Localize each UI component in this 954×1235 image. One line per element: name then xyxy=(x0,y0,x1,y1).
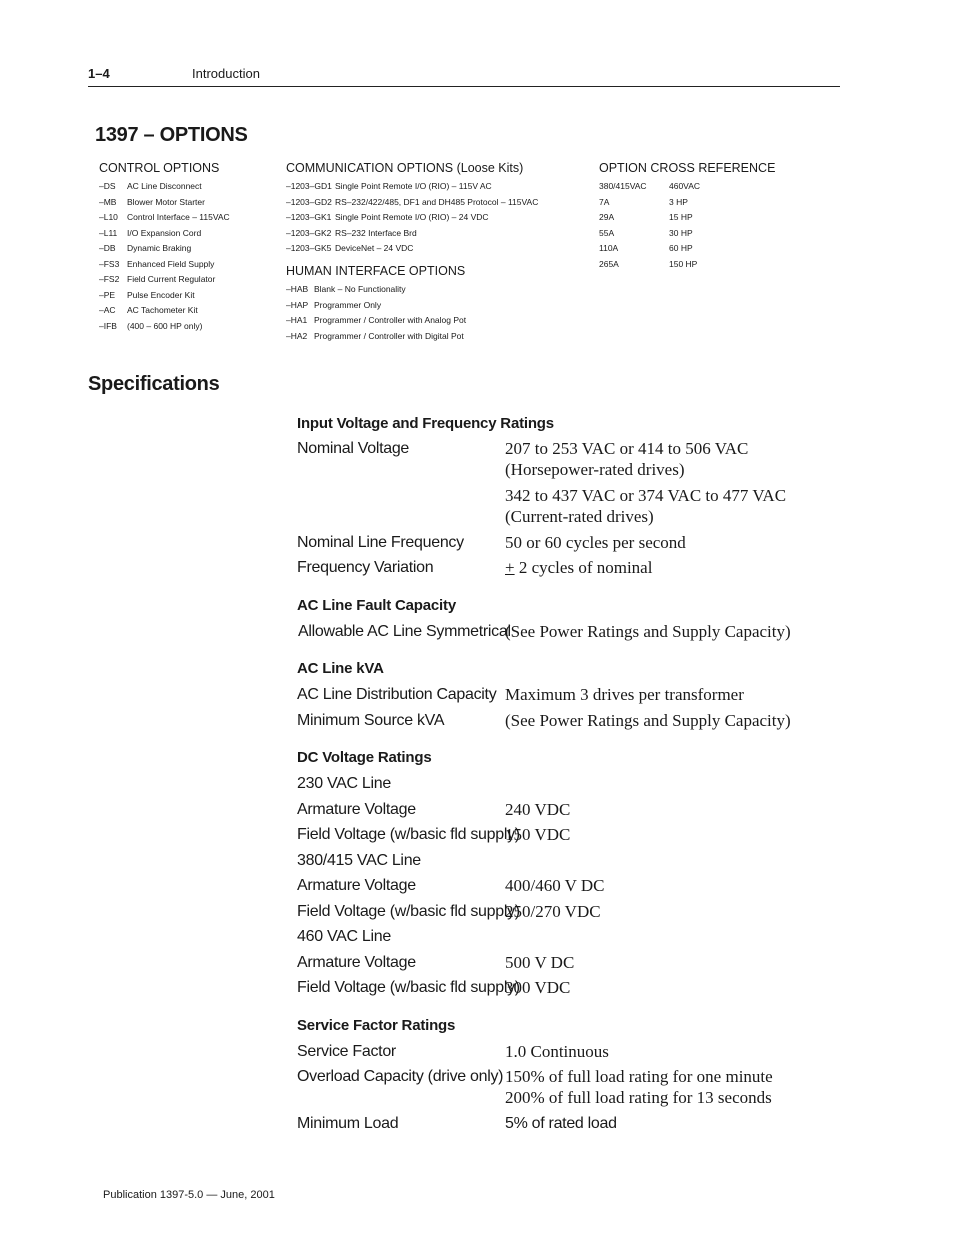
options-title: 1397 – OPTIONS xyxy=(95,124,248,146)
list-item: –1203–GK5 DeviceNet – 24 VDC xyxy=(286,243,414,253)
field-voltage-value: 250/270 VDC xyxy=(505,902,601,921)
line-frequency-value: 50 or 60 cycles per second xyxy=(505,533,686,552)
service-factor-value: 1.0 Continuous xyxy=(505,1042,609,1061)
list-item: –1203–GK2 RS–232 Interface Brd xyxy=(286,227,417,238)
overload-capacity-value: 200% of full load rating for 13 seconds xyxy=(505,1088,772,1107)
armature-voltage-value: 240 VDC xyxy=(505,800,571,819)
list-item: –1203–GD2 RS–232/422/485, DF1 and DH485 Protocol – 115VAC xyxy=(286,196,539,207)
list-item: –IFB (400 – 600 HP only) xyxy=(99,320,203,331)
list-item: –1203–GD1 Single Point Remote I/O (RIO) – 115V AC xyxy=(286,181,492,191)
input-ratings-heading: Input Voltage and Frequency Ratings xyxy=(297,415,554,432)
list-item: –DB Dynamic Braking xyxy=(99,243,192,253)
line-frequency-label: Nominal Line Frequency xyxy=(297,534,464,551)
minimum-load-label: Minimum Load xyxy=(297,1115,399,1132)
distribution-capacity-label: AC Line Distribution Capacity xyxy=(297,686,497,703)
kva-heading: AC Line kVA xyxy=(297,660,384,677)
field-voltage-label: Field Voltage (w/basic fld supply) xyxy=(297,903,520,920)
frequency-variation-label: Frequency Variation xyxy=(297,559,434,576)
list-item: –FS3 Enhanced Field Supply xyxy=(99,258,215,269)
list-item: 29A 15 HP xyxy=(599,212,693,222)
list-item: –HA1 Programmer / Controller with Analog Pot xyxy=(286,315,467,325)
list-item: –L10 Control Interface – 115VAC xyxy=(99,212,230,222)
line-230-label: 230 VAC Line xyxy=(297,775,391,792)
section-title: Introduction xyxy=(192,66,260,81)
list-item: –FS2 Field Current Regulator xyxy=(99,274,216,284)
nominal-voltage-value: 207 to 253 VAC or 414 to 506 VAC xyxy=(505,439,749,458)
list-item: –HAB Blank – No Functionality xyxy=(286,284,406,294)
service-factor-label: Service Factor xyxy=(297,1043,396,1060)
distribution-capacity-value: Maximum 3 drives per transformer xyxy=(505,685,744,704)
armature-voltage-value: 400/460 V DC xyxy=(505,876,605,895)
list-item: 265A 150 HP xyxy=(599,258,698,269)
list-item: –MB Blower Motor Starter xyxy=(99,196,205,207)
armature-voltage-label: Armature Voltage xyxy=(297,801,416,818)
dc-ratings-heading: DC Voltage Ratings xyxy=(297,749,432,766)
list-item: –AC AC Tachometer Kit xyxy=(99,305,198,315)
field-voltage-label: Field Voltage (w/basic fld supply) xyxy=(297,979,520,996)
field-voltage-label: Field Voltage (w/basic fld supply) xyxy=(297,826,520,843)
communication-options-heading: COMMUNICATION OPTIONS (Loose Kits) xyxy=(286,161,524,175)
minimum-load-value: 5% of rated load xyxy=(505,1115,617,1132)
cross-reference-heading: OPTION CROSS REFERENCE xyxy=(599,161,776,175)
list-item: 7A 3 HP xyxy=(599,196,688,207)
line-460-label: 460 VAC Line xyxy=(297,928,391,945)
service-factor-heading: Service Factor Ratings xyxy=(297,1017,456,1034)
list-item: –HA2 Programmer / Controller with Digital Pot xyxy=(286,330,464,341)
control-options-heading: CONTROL OPTIONS xyxy=(99,161,220,175)
field-voltage-value: 300 VDC xyxy=(505,978,571,997)
specifications-title: Specifications xyxy=(88,373,220,395)
publication-footer: Publication 1397-5.0 — June, 2001 xyxy=(103,1189,275,1201)
overload-capacity-value: 150% of full load rating for one minute xyxy=(505,1067,773,1086)
min-source-kva-value: (See Power Ratings and Supply Capacity) xyxy=(505,711,791,730)
fault-capacity-label: Allowable AC Line Symmetrical xyxy=(298,623,511,640)
plus-minus-sign: + xyxy=(505,558,515,577)
list-item: –L11 I/O Expansion Cord xyxy=(99,227,202,238)
armature-voltage-label: Armature Voltage xyxy=(297,954,416,971)
armature-voltage-label: Armature Voltage xyxy=(297,877,416,894)
human-interface-heading: HUMAN INTERFACE OPTIONS xyxy=(286,264,466,278)
list-item: –HAP Programmer Only xyxy=(286,299,382,310)
overload-capacity-label: Overload Capacity (drive only) xyxy=(297,1068,504,1085)
list-item: 55A 30 HP xyxy=(599,227,693,238)
list-item: –DS AC Line Disconnect xyxy=(99,181,202,191)
fault-capacity-value: (See Power Ratings and Supply Capacity) xyxy=(505,622,791,641)
list-item: –PE Pulse Encoder Kit xyxy=(99,289,195,300)
nominal-voltage-note: (Horsepower-rated drives) xyxy=(505,460,685,479)
header-rule xyxy=(88,86,840,87)
nominal-voltage-value: 342 to 437 VAC or 374 VAC to 477 VAC xyxy=(505,486,787,505)
page-number: 1–4 xyxy=(88,66,110,81)
fault-capacity-heading: AC Line Fault Capacity xyxy=(297,597,456,614)
nominal-voltage-note: (Current-rated drives) xyxy=(505,507,654,526)
armature-voltage-value: 500 V DC xyxy=(505,953,575,972)
list-item: –1203–GK1 Single Point Remote I/O (RIO) – 24 VDC xyxy=(286,212,489,222)
list-item: 380/415VAC 460VAC xyxy=(599,181,701,191)
line-380-label: 380/415 VAC Line xyxy=(297,852,421,869)
field-voltage-value: 150 VDC xyxy=(505,825,571,844)
frequency-variation-value: + 2 cycles of nominal xyxy=(505,558,653,577)
list-item: 110A 60 HP xyxy=(599,243,693,253)
nominal-voltage-label: Nominal Voltage xyxy=(297,440,410,457)
min-source-kva-label: Minimum Source kVA xyxy=(297,712,445,729)
